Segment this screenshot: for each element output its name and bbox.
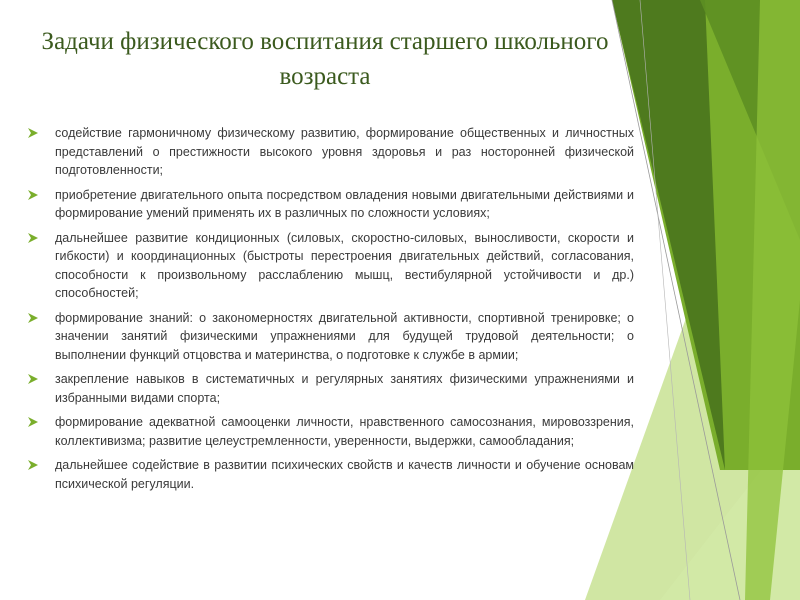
list-item [28,229,634,303]
list-item [28,186,634,223]
list-item-text: дальнейшее содействие в развитии психических свойств и качеств личности и обучение основам психической регуляции. [55,458,634,491]
list-item-text: формирование адекватной самооценки личности, нравственного самосознания, мировоззрения, коллективизма; развитие целеустремленности, уверенности, выдержки, самообладания; [55,415,634,448]
list-item-text: формирование знаний: о закономерностях двигательной активности, спортивной тренировке; о значении занятий физическими упражнениями для будущей трудовой деятельности; о выполнении функций отцовства и материнства, о подготовке к службе в армии; [55,310,634,362]
list-item [28,456,634,493]
list-item-text: закрепление навыков в систематичных и регулярных занятиях физическими упражнениями и избранными видами спорта; [55,372,634,405]
green-arrow-bullet-icon [28,313,38,323]
green-arrow-bullet-icon [28,374,38,384]
green-arrow-bullet-icon [28,460,38,470]
list-item [28,370,634,407]
list-item-text: содействие гармоничному физическому развитию, формирование общественных и личностных представлений о престижности высокого уровня здоровья и раз носторонней физической подготовленности; [55,126,634,177]
green-arrow-bullet-icon [28,128,38,138]
list-item [28,413,634,450]
green-arrow-bullet-icon [28,417,38,427]
list-item [28,124,634,180]
task-list [28,124,634,499]
green-arrow-bullet-icon [28,190,38,200]
green-arrow-bullet-icon [28,233,38,243]
slide-title: Задачи физического воспитания старшего школьного возраста [41,28,609,90]
list-item-text: дальнейшее развитие кондиционных (силовых, скоростно-силовых, выносливости, скорости и гибкости) и координационных (быстроты перестроения двигательных действий, согласования, способности к произвольному расслаблению мышц, вестибулярной устойчивости и др.) способностей; [55,230,634,300]
list-item [28,309,634,365]
list-item-text: приобретение двигательного опыта посредством овладения новыми двигательными действиями и формирование умений применять их в различных по сложности условиях; [55,187,634,220]
